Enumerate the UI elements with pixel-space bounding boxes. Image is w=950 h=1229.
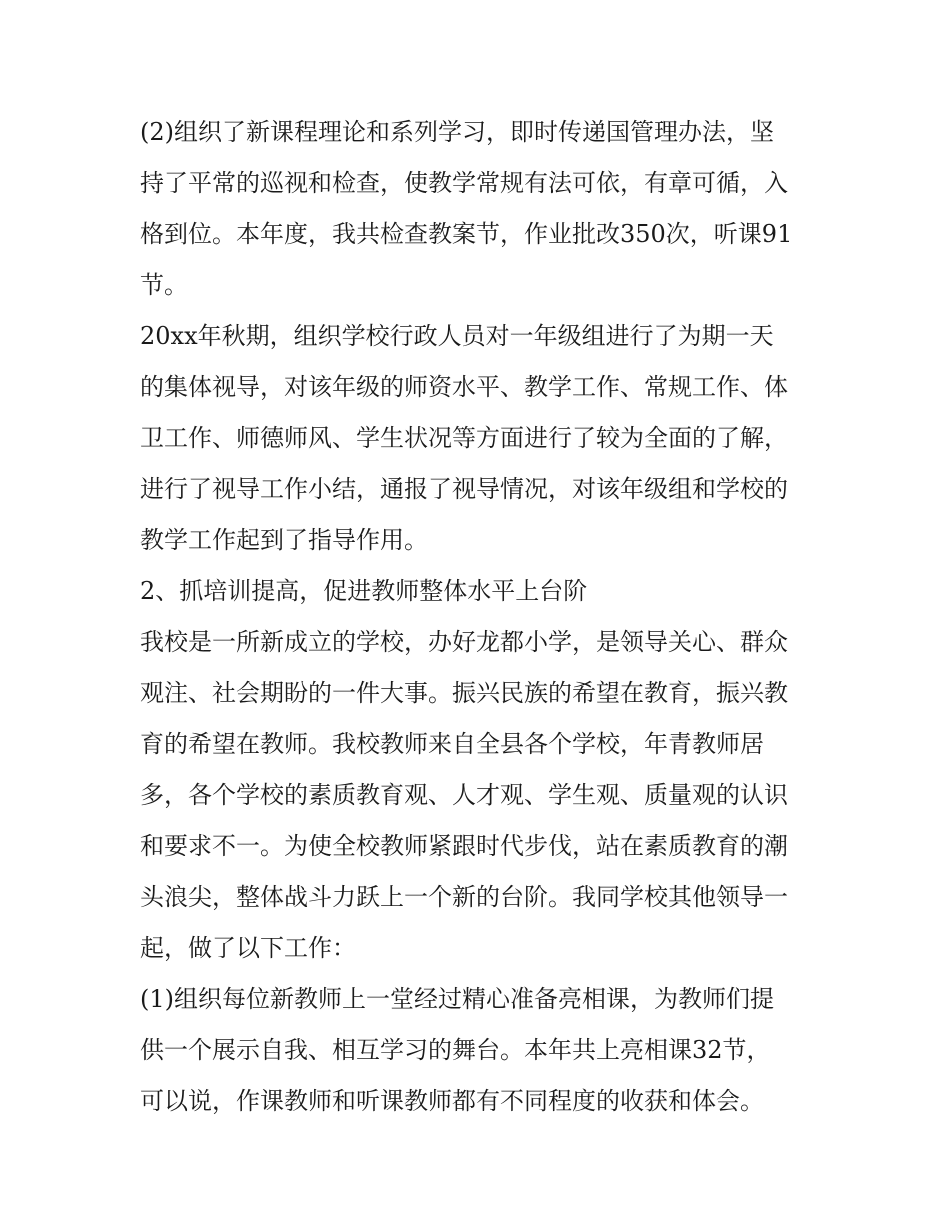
text-line: 供一个展示自我、相互学习的舞台。本年共上亮相课32节，: [140, 1036, 771, 1064]
text-line: 持了平常的巡视和检查，使教学常规有法可依，有章可循，入: [140, 169, 788, 197]
paragraph-school-intro: [140, 617, 820, 974]
heading-line: 2、抓培训提高，促进教师整体水平上台阶: [140, 577, 588, 605]
text-line: 我校是一所新成立的学校，办好龙都小学，是领导关心、群众: [140, 628, 788, 656]
text-line: 和要求不一。为使全校教师紧跟时代步伐，站在素质教育的潮: [140, 832, 788, 860]
text-line: 节。: [140, 271, 188, 299]
text-line: 进行了视导工作小结，通报了视导情况，对该年级组和学校的: [140, 475, 788, 503]
section-heading-training: [140, 566, 820, 617]
text-line: 多，各个学校的素质教育观、人才观、学生观、质量观的认识: [140, 781, 788, 809]
paragraph-demo-lessons: [140, 974, 820, 1127]
text-line: (1)组织每位新教师上一堂经过精心准备亮相课，为教师们提: [140, 985, 774, 1013]
body-text: [140, 107, 820, 1127]
text-line: 育的希望在教师。我校教师来自全县各个学校，年青教师居: [140, 730, 764, 758]
text-line: 观注、社会期盼的一件大事。振兴民族的希望在教育，振兴教: [140, 679, 788, 707]
text-line: 卫工作、师德师风、学生状况等方面进行了较为全面的了解，: [140, 424, 788, 452]
text-line: 20xx年秋期，组织学校行政人员对一年级组进行了为期一天: [140, 322, 774, 350]
text-line: 起，做了以下工作：: [140, 934, 356, 962]
paragraph-inspection-work: [140, 107, 820, 311]
text-line: (2)组织了新课程理论和系列学习，即时传递国管理办法，坚: [140, 118, 774, 146]
text-line: 格到位。本年度，我共检查教案节，作业批改350次，听课91: [140, 220, 793, 248]
text-line: 可以说，作课教师和听课教师都有不同程度的收获和体会。: [140, 1087, 764, 1115]
paragraph-autumn-supervision: [140, 311, 820, 566]
text-line: 教学工作起到了指导作用。: [140, 526, 428, 554]
text-line: 的集体视导，对该年级的师资水平、教学工作、常规工作、体: [140, 373, 788, 401]
text-line: 头浪尖，整体战斗力跃上一个新的台阶。我同学校其他领导一: [140, 883, 788, 911]
